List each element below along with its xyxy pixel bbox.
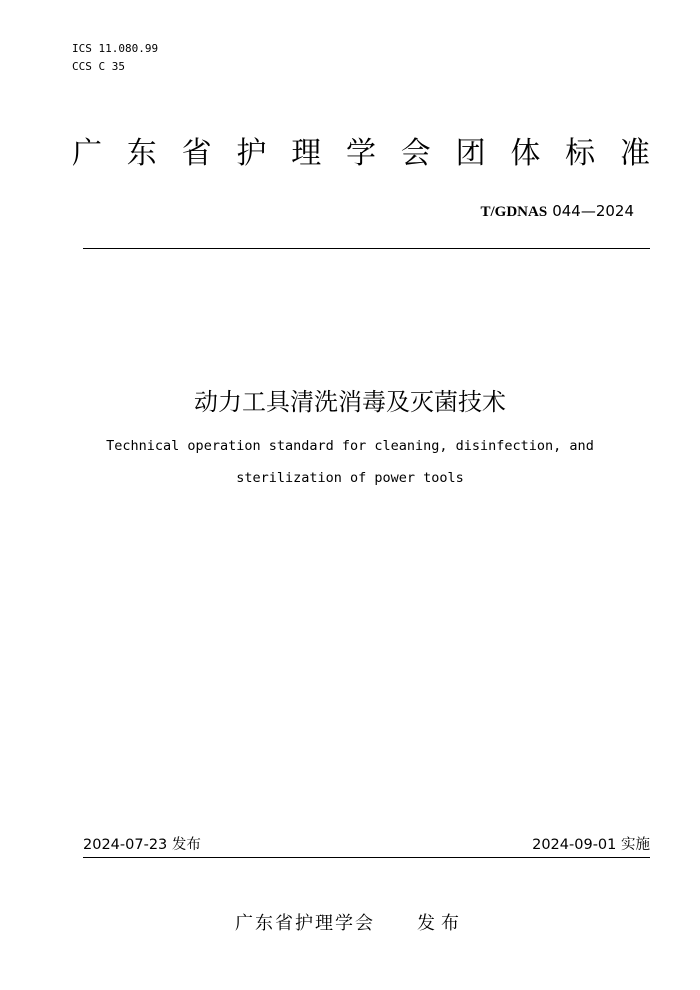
header-divider <box>83 248 650 249</box>
org-title-char: 体 <box>510 136 541 171</box>
effective-date: 2024-09-01 实施 <box>532 837 650 853</box>
org-title-char: 标 <box>565 136 596 171</box>
org-title-char: 理 <box>291 136 322 171</box>
date-row <box>83 835 650 858</box>
org-title-char: 东 <box>126 136 157 171</box>
standard-number <box>481 202 635 221</box>
org-title-char: 会 <box>400 136 431 171</box>
classification-codes <box>72 40 158 76</box>
chinese-title: 动力工具清洗消毒及灭菌技术 <box>194 388 506 416</box>
standard-prefix: T/GDNAS <box>480 204 548 220</box>
org-title-char: 准 <box>619 136 650 171</box>
org-title-char: 学 <box>345 136 376 171</box>
standard-code: 044—2024 <box>552 202 634 220</box>
organization-standard-title <box>72 130 650 178</box>
org-title-char: 团 <box>455 136 486 171</box>
publish-label: 发布 <box>417 913 465 934</box>
publisher-name: 广东省护理学会 <box>235 913 375 934</box>
english-title-line-1: Technical operation standard for cleaning, disinfection, and <box>106 438 594 454</box>
ics-code: ICS 11.080.99 <box>72 42 159 55</box>
publisher-line <box>0 910 700 938</box>
org-title-char: 省 <box>181 136 212 171</box>
org-title-char: 护 <box>236 136 267 171</box>
publish-date: 2024-07-23 发布 <box>83 837 201 853</box>
english-title <box>40 430 660 494</box>
english-title-line-2: sterilization of power tools <box>236 470 464 486</box>
ccs-code: CCS C 35 <box>72 60 125 73</box>
org-title-char: 广 <box>72 136 102 171</box>
